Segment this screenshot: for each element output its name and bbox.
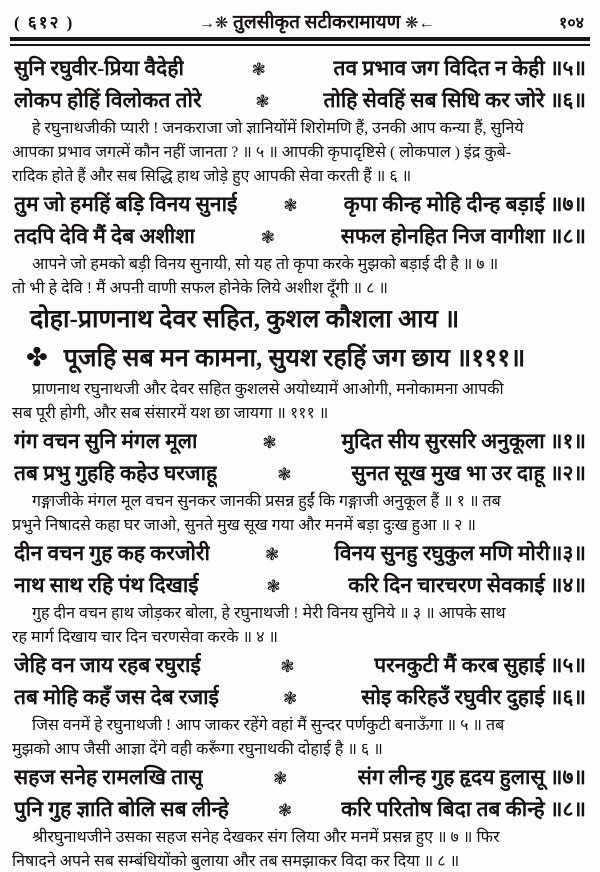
title-right-arrow-florette-icon: ❋←	[405, 15, 435, 32]
florette-separator-icon: ❃	[277, 465, 292, 484]
book-title-line	[199, 8, 435, 34]
verse-line	[12, 650, 588, 682]
verse-line	[12, 682, 588, 714]
left-page-number: ( ६१२ )	[14, 13, 75, 32]
verse-right-half: सफल होनहित निज वागीशा ॥८॥	[340, 224, 586, 248]
verse-right-half: मुदित सीय सुरसरि अनुकूला ॥१॥	[341, 429, 586, 453]
verse-left-half: जेहि वन जाय रहब रघुराई	[14, 653, 201, 677]
florette-separator-icon: ❃	[260, 228, 275, 247]
commentary-line: रादिक होते हैं और सब सिद्धि हाथ जोड़े हुए आपकी सेवा करती हैं ॥ ६ ॥	[12, 168, 412, 185]
commentary-line: आपने जो हमको बड़ी विनय सुनायी, सो यह तो कृपा करके मुझको बड़ाई दी है ॥ ७ ॥	[32, 256, 499, 273]
verse-left-half: तब मोहि कहँ जस देब रजाई	[14, 685, 219, 709]
verse-left-half: तब प्रभु गुहहि कहेउ घरजाहू	[14, 461, 218, 485]
commentary-line: जिस वनमें हे रघुनाथजी ! आप जाकर रहेंगे वहां मैं सुन्दर पर्णकुटी बनाऊँगा ॥ ५ ॥ तब	[32, 717, 505, 734]
commentary-line: मुझको आप जैसी आज्ञा देंगे वही करूँगा रघुनाथकी दोहाई है ॥ ६ ॥	[12, 741, 383, 758]
verse-line	[12, 85, 588, 117]
florette-separator-icon: ❃	[283, 689, 298, 708]
commentary-line: हे रघुनाथजीकी प्यारी ! जनकराजा जो ज्ञानियोंमें शिरोमणि हैं, उनकी आप कन्या हैं, सुनिये	[32, 120, 524, 137]
commentary-line: गुह दीन वचन हाथ जोड़कर बोला, हे रघुनाथजी ! मेरी विनय सुनिये ॥ ३ ॥ आपके साथ	[32, 605, 506, 622]
verse-right-half: परनकुटी मैं करब सुहाई ॥५॥	[374, 653, 586, 677]
florette-separator-icon: ❃	[273, 769, 288, 788]
verse-left-half: गंग वचन सुनि मंगल मूला	[14, 429, 198, 453]
verse-line	[12, 762, 588, 794]
commentary-line: रह मार्ग दिखाय चार दिन चरणसेवा करके ॥ ४ ॥	[12, 629, 279, 646]
commentary-line: सब पूरी होगी, और सब संसारमें यश छा जायगा ॥ १११ ॥	[12, 405, 329, 422]
verse-right-half: सुनत सूख मुख भा उर दाहू ॥२॥	[351, 461, 586, 485]
verse-line	[12, 189, 588, 221]
header-double-rule	[10, 37, 590, 46]
florette-separator-icon: ❃	[283, 196, 298, 215]
verse-left-half: तुम जो हमहिं बड़ि विनय सुनाई	[14, 192, 238, 216]
verse-line	[12, 538, 588, 570]
doha-text: दोहा-प्राणनाथ देवर सहित, कुशल कौशला आय ॥	[30, 306, 460, 333]
florette-separator-icon: ❃	[251, 60, 266, 79]
verse-right-half: करि परितोष बिदा तब कीन्हे ॥८॥	[341, 797, 586, 821]
verse-right-half: करि दिन चारचरण सेवकाई ॥४॥	[348, 573, 586, 597]
commentary-line: गङ्गाजीके मंगल मूल वचन सुनकर जानकी प्रसन्न हुईं कि गङ्गाजी अनुकूल हैं ॥ १ ॥ तब	[32, 493, 501, 510]
verse-right-half: कृपा कीन्ह मोहि दीन्ह बड़ाई ॥७॥	[343, 192, 586, 216]
text-body	[10, 53, 590, 872]
verse-right-half: तव प्रभाव जग विदित न केही ॥५॥	[333, 56, 586, 80]
verse-left-half: सहज सनेह रामलखि तासू	[14, 765, 203, 789]
book-title: तुलसीकृत सटीकरामायण	[233, 12, 401, 33]
doha-line	[12, 339, 588, 378]
verse-line	[12, 458, 588, 490]
commentary-line: प्राणनाथ रघुनाथजी और देवर सहित कुशलसे अयोध्यामें आओगी, मनोकामना आपकी	[32, 381, 504, 398]
florette-separator-icon: ❃	[266, 577, 281, 596]
florette-separator-icon: ❃	[277, 801, 293, 820]
verse-left-half: नाथ साथ रहि पंथ दिखाई	[14, 573, 199, 597]
right-page-number: १०४	[559, 15, 584, 32]
doha-line	[12, 301, 588, 339]
doha-text: पूजहि सब मन कामना, सुयश रहहिं जग छाय ॥१११॥	[63, 345, 526, 372]
commentary-line: आपका प्रभाव जगत्में कौन नहीं जानता ? ॥ ५ ॥ आपकी कृपादृष्टिसे ( लोकपाल ) इंद्र कुबे-	[12, 144, 512, 161]
fleuron-ornament-icon: ✤	[26, 343, 48, 372]
verse-line	[12, 221, 588, 253]
verse-left-half: सुनि रघुवीर-प्रिया वैदेही	[14, 56, 184, 80]
verse-left-half: दीन वचन गुह कह करजोरी	[14, 541, 210, 565]
florette-separator-icon: ❃	[255, 92, 270, 111]
commentary-line: श्रीरघुनाथजीने उसका सहज सनेह देखकर संग लिया और मनमें प्रसन्न हुए ॥ ७ ॥ फिर	[32, 829, 500, 846]
verse-line	[12, 794, 588, 826]
verse-left-half: लोकप होहिं विलोकत तोरे	[14, 88, 202, 112]
title-left-arrow-florette-icon: →❋	[198, 15, 229, 32]
verse-right-half: संग लीन्ह गुह हृदय हुलासू ॥७॥	[357, 765, 586, 789]
verse-right-half: विनय सुनहु रघुकुल मणि मोरी॥३॥	[334, 541, 586, 565]
commentary-line: निषादने अपने सब सम्बंधियोंको बुलाया और तब समझाकर विदा कर दिया ॥ ८ ॥	[12, 853, 460, 870]
verse-line	[12, 570, 588, 602]
verse-right-half: सोइ करिहउँ रघुवीर दुहाई ॥६॥	[361, 685, 586, 709]
florette-separator-icon: ❃	[265, 545, 280, 564]
verse-line	[12, 53, 588, 85]
commentary-line: तो भी हे देवि ! मैं अपनी वाणी सफल होनेके लिये अशीश दूँगी ॥ ८ ॥	[12, 280, 389, 297]
florette-separator-icon: ❃	[280, 657, 295, 676]
verse-right-half: तोहि सेवहिं सब सिधि कर जोरे ॥६॥	[323, 88, 586, 112]
verse-line	[12, 426, 588, 458]
page-header	[10, 6, 590, 34]
verse-left-half: तदपि देवि मैं देब अशीशा	[14, 224, 195, 248]
florette-separator-icon: ❃	[262, 433, 277, 452]
commentary-line: प्रभुने निषादसे कहा घर जाओ, सुनते मुख सूख गया और मनमें बड़ा दुःख हुआ ॥ २ ॥	[12, 517, 477, 534]
verse-left-half: पुनि गुह ज्ञाति बोलि सब लीन्हे	[14, 797, 229, 821]
